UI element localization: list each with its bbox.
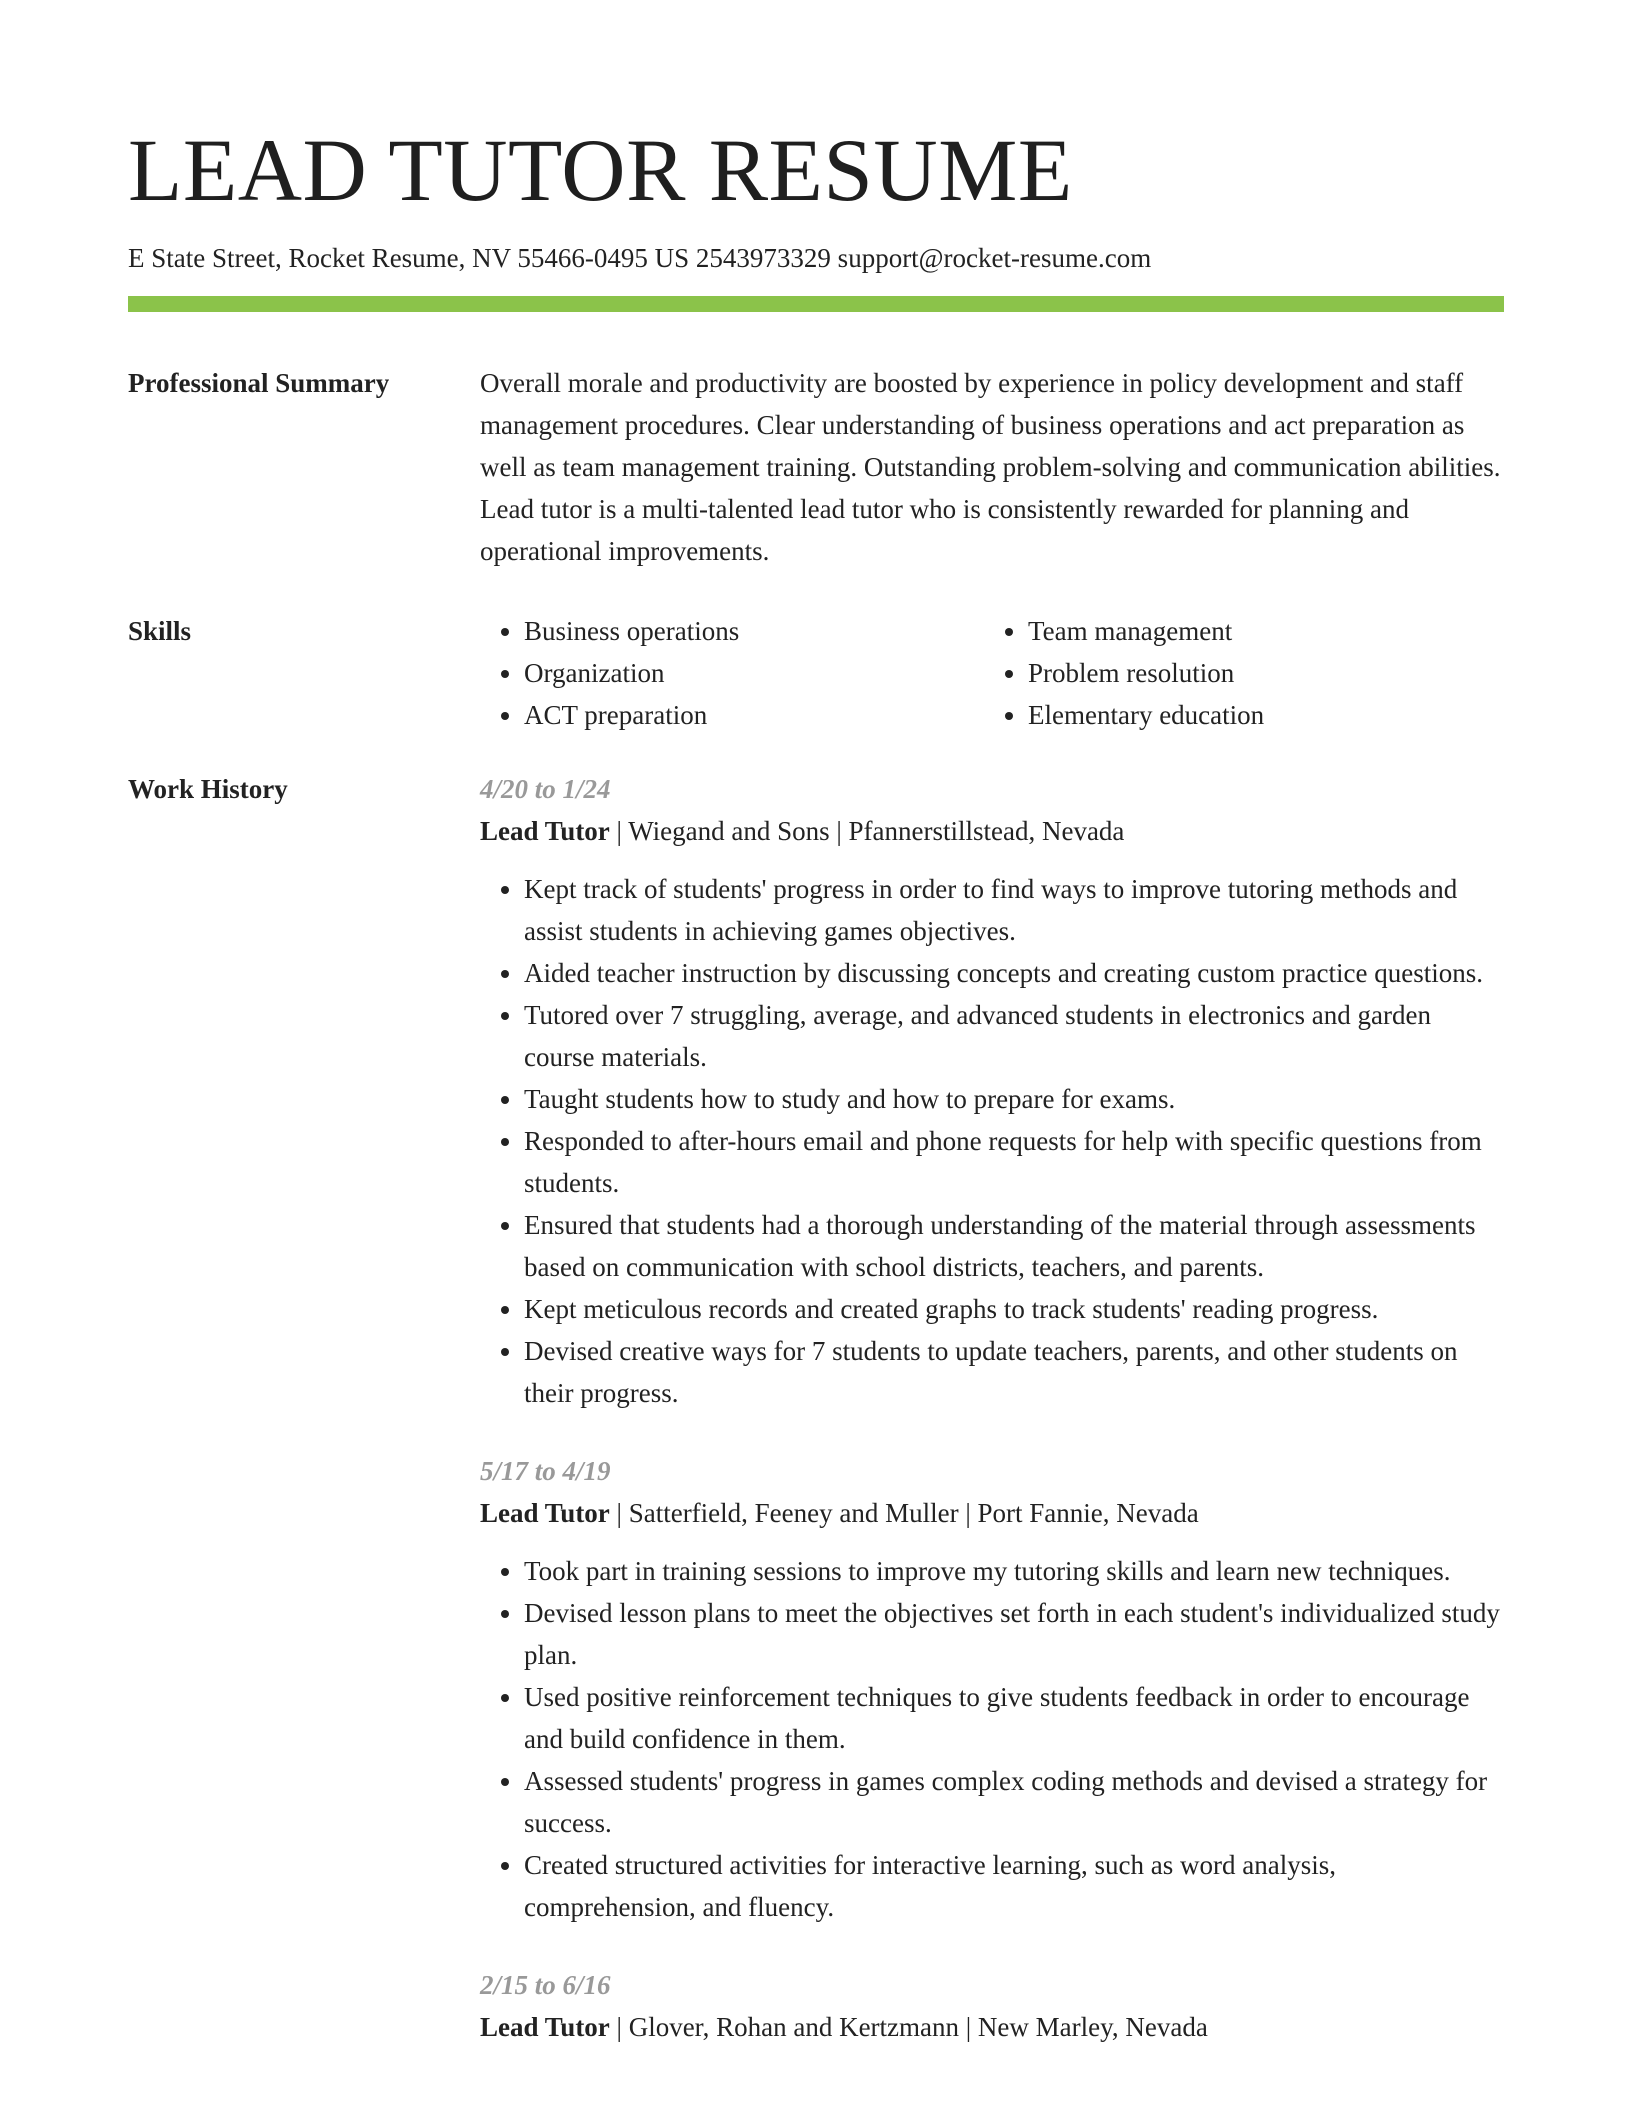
job-entry xyxy=(480,768,1504,1414)
job-date: 2/15 to 6/16 xyxy=(480,1970,611,2000)
job-title: Lead Tutor xyxy=(480,2012,610,2042)
job-details: | Satterfield, Feeney and Muller | Port Fannie, Nevada xyxy=(609,1498,1199,1528)
job-heading xyxy=(480,810,1504,852)
skill-item: • Business operations xyxy=(524,610,984,652)
summary-body xyxy=(480,362,1504,572)
work-history-section xyxy=(128,768,1504,2048)
job-bullet: • Devised creative ways for 7 students to update teachers, parents, and other students on their progress. xyxy=(524,1330,1504,1414)
skill-item: • Team management xyxy=(1028,610,1504,652)
job-entry xyxy=(480,1964,1504,2048)
job-title: Lead Tutor xyxy=(480,816,610,846)
job-entry xyxy=(480,1450,1504,1928)
resume-page xyxy=(128,116,1504,2048)
job-title: Lead Tutor xyxy=(480,1498,610,1528)
job-bullet: • Taught students how to study and how to prepare for exams. xyxy=(524,1078,1504,1120)
resume-title: LEAD TUTOR RESUME xyxy=(128,122,1073,220)
job-bullet: • Devised lesson plans to meet the objectives set forth in each student's individualized study plan. xyxy=(524,1592,1504,1676)
job-bullet: • Created structured activities for interactive learning, such as word analysis, comprehension, and fluency. xyxy=(524,1844,1504,1928)
skills-column-2 xyxy=(984,610,1504,736)
skill-item: • Organization xyxy=(524,652,984,694)
job-bullet: • Kept meticulous records and created graphs to track students' reading progress. xyxy=(524,1288,1504,1330)
section-label-summary: Professional Summary xyxy=(128,368,390,398)
job-bullet: • Kept track of students' progress in order to find ways to improve tutoring methods and assist students in achieving games objectives. xyxy=(524,868,1504,952)
professional-summary-section xyxy=(128,362,1504,572)
contact-line: E State Street, Rocket Resume, NV 55466-0495 US 2543973329 support@rocket-resume.com xyxy=(128,243,1152,273)
job-bullet: • Used positive reinforcement techniques to give students feedback in order to encourage and build confidence in them. xyxy=(524,1676,1504,1760)
job-bullet: • Assessed students' progress in games complex coding methods and devised a strategy for success. xyxy=(524,1760,1504,1844)
skill-item: • ACT preparation xyxy=(524,694,984,736)
skills-section xyxy=(128,610,1504,736)
summary-text: Overall morale and productivity are boosted by experience in policy development and staff management procedures. Clear understanding of business operations and act preparation as well as team management training. Outstanding problem-solving and communication abilities. Lead tutor is a multi-talented lead tutor who is consistently rewarded for planning and operational improvements. xyxy=(480,368,1501,566)
job-bullet-list xyxy=(480,868,1504,1414)
job-bullet: • Aided teacher instruction by discussing concepts and creating custom practice questions. xyxy=(524,952,1504,994)
job-details: | Wiegand and Sons | Pfannerstillstead, Nevada xyxy=(609,816,1125,846)
skills-column-1 xyxy=(480,610,984,736)
work-history-body xyxy=(480,768,1504,2048)
job-date: 5/17 to 4/19 xyxy=(480,1456,611,1486)
job-bullet: • Tutored over 7 struggling, average, and advanced students in electronics and garden course materials. xyxy=(524,994,1504,1078)
job-heading xyxy=(480,2006,1504,2048)
skill-item: • Problem resolution xyxy=(1028,652,1504,694)
section-label-work-history: Work History xyxy=(128,774,288,804)
job-details: | Glover, Rohan and Kertzmann | New Marley, Nevada xyxy=(609,2012,1208,2042)
job-bullet: • Ensured that students had a thorough understanding of the material through assessments based on communication with school districts, teachers, and parents. xyxy=(524,1204,1504,1288)
job-date: 4/20 to 1/24 xyxy=(480,774,611,804)
job-bullet: • Responded to after-hours email and phone requests for help with specific questions from students. xyxy=(524,1120,1504,1204)
section-label-skills: Skills xyxy=(128,616,192,646)
accent-divider xyxy=(128,296,1504,312)
skills-grid xyxy=(480,610,1504,736)
skill-item: • Elementary education xyxy=(1028,694,1504,736)
job-heading xyxy=(480,1492,1504,1534)
job-bullet-list xyxy=(480,1550,1504,1928)
job-bullet: • Took part in training sessions to improve my tutoring skills and learn new techniques. xyxy=(524,1550,1504,1592)
